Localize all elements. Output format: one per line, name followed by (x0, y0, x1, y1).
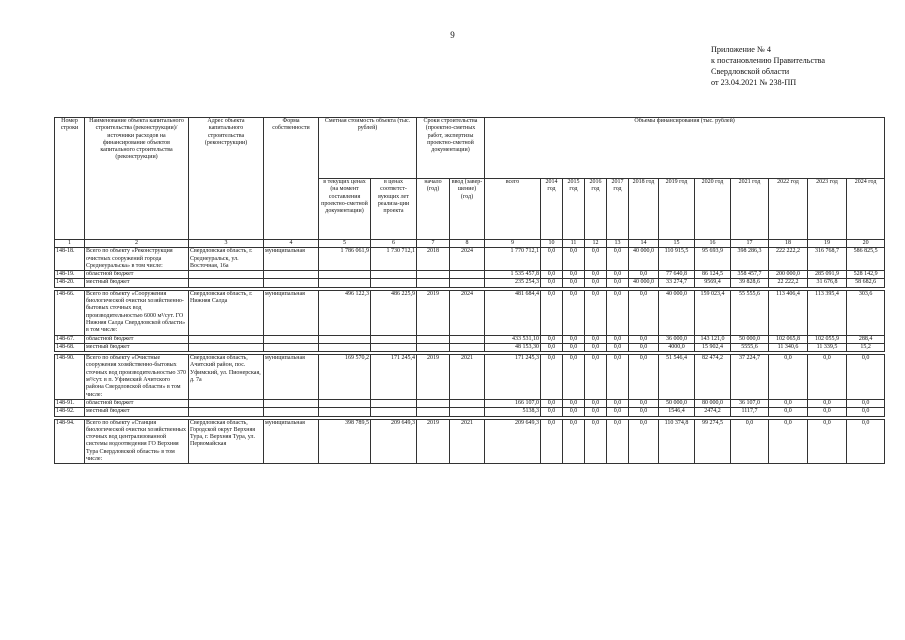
funding-table (54, 117, 885, 464)
table-body (55, 248, 885, 464)
empty-cell (450, 335, 485, 343)
cost-current: 398 789,5 (319, 419, 371, 464)
column-index-cell: 3 (189, 240, 264, 248)
funding-value: 0,0 (563, 343, 585, 351)
funding-value: 0,0 (629, 343, 659, 351)
page-number: 9 (450, 30, 455, 40)
funding-value: 0,0 (541, 399, 563, 407)
funding-value: 0,0 (585, 399, 607, 407)
funding-value: 0,0 (541, 335, 563, 343)
funding-value: 1 770 712,1 (485, 248, 541, 271)
funding-value: 0,0 (629, 399, 659, 407)
column-index-cell: 6 (371, 240, 417, 248)
empty-cell (189, 343, 264, 351)
row-number: 148-66. (55, 290, 85, 335)
funding-value: 0,0 (585, 355, 607, 400)
funding-value: 86 124,5 (695, 271, 731, 279)
header-year: 2022 год (769, 179, 808, 240)
empty-cell (450, 399, 485, 407)
approval-line: от 23.04.2021 № 238-ПП (711, 78, 797, 87)
funding-value: 0,0 (563, 408, 585, 416)
empty-cell (371, 408, 417, 416)
column-index-cell: 7 (417, 240, 450, 248)
cost-prices: 171 245,4 (371, 355, 417, 400)
funding-value: 5555,6 (731, 343, 769, 351)
column-index-cell: 14 (629, 240, 659, 248)
funding-value: 0,0 (541, 355, 563, 400)
row-number: 148-18. (55, 248, 85, 271)
funding-value: 316 768,7 (808, 248, 847, 271)
object-address: Свердловская область, г. Нижняя Салда (189, 290, 264, 335)
funding-value: 50 000,0 (659, 399, 695, 407)
table-row (55, 399, 885, 407)
funding-value: 0,0 (769, 399, 808, 407)
table-row (55, 279, 885, 287)
funding-value: 110 915,5 (659, 248, 695, 271)
empty-cell (319, 279, 371, 287)
column-index-cell: 12 (585, 240, 607, 248)
funding-value: 0,0 (541, 290, 563, 335)
empty-cell (450, 271, 485, 279)
table-row (55, 335, 885, 343)
funding-value: 0,0 (585, 408, 607, 416)
empty-cell (371, 335, 417, 343)
funding-value: 1117,7 (731, 408, 769, 416)
column-index-cell: 4 (264, 240, 319, 248)
funding-value: 36 107,0 (731, 399, 769, 407)
funding-value: 102 055,9 (808, 335, 847, 343)
column-index-cell: 17 (731, 240, 769, 248)
funding-value: 0,0 (585, 343, 607, 351)
budget-source: областной бюджет (85, 271, 189, 279)
row-number: 148-90. (55, 355, 85, 400)
funding-value: 50 000,0 (731, 335, 769, 343)
empty-cell (319, 408, 371, 416)
funding-value: 285 091,9 (808, 271, 847, 279)
column-index-row (55, 240, 885, 248)
funding-value: 77 640,8 (659, 271, 695, 279)
funding-value: 0,0 (563, 279, 585, 287)
empty-cell (319, 399, 371, 407)
approval-line: Приложение № 4 (711, 45, 771, 54)
object-name: Всего по объекту «Сооружения биологической очистки хозяйственно-бытовых сточных вод производительностью 6000 м³/сут. ГО Нижняя Салда Свердловской области» в том числе: (85, 290, 189, 335)
header-funding: Объемы финансирования (тыс. рублей) (485, 118, 885, 179)
funding-value: 0,0 (607, 271, 629, 279)
header-cost-current: в текущих ценах (на момент составления проектно-сметной документации) (319, 179, 371, 240)
funding-value: 0,0 (541, 408, 563, 416)
end-year: 2021 (450, 419, 485, 464)
column-index-cell: 16 (695, 240, 731, 248)
funding-value: 200 000,0 (769, 271, 808, 279)
funding-value: 0,0 (563, 290, 585, 335)
funding-value: 288,4 (847, 335, 885, 343)
funding-value: 0,0 (629, 355, 659, 400)
empty-cell (371, 271, 417, 279)
funding-value: 58 682,6 (847, 279, 885, 287)
header-object-name: Наименование объекта капитального строительства (реконструкции)/источники расходов на финансирование объектов капитального строительства (реконструкции) (85, 118, 189, 240)
approval-header (711, 44, 825, 88)
empty-cell (189, 335, 264, 343)
table-row (55, 343, 885, 351)
table-row (55, 419, 885, 464)
table-row (55, 248, 885, 271)
funding-value: 110 374,8 (659, 419, 695, 464)
start-year: 2019 (417, 355, 450, 400)
header-total: всего (485, 179, 541, 240)
funding-value: 31 676,8 (808, 279, 847, 287)
header-year: 2014 год (541, 179, 563, 240)
funding-value: 11 339,5 (808, 343, 847, 351)
funding-value: 0,0 (808, 419, 847, 464)
column-index-cell: 5 (319, 240, 371, 248)
budget-source: местный бюджет (85, 408, 189, 416)
funding-value: 0,0 (585, 271, 607, 279)
funding-value: 209 649,3 (485, 419, 541, 464)
empty-cell (450, 343, 485, 351)
empty-cell (417, 279, 450, 287)
empty-cell (319, 335, 371, 343)
funding-value: 0,0 (607, 335, 629, 343)
funding-value: 166 107,0 (485, 399, 541, 407)
funding-value: 2474,2 (695, 408, 731, 416)
column-index-cell: 8 (450, 240, 485, 248)
empty-cell (417, 271, 450, 279)
ownership-form: муниципальная (264, 248, 319, 271)
funding-value: 0,0 (563, 335, 585, 343)
cost-current: 1 786 061,9 (319, 248, 371, 271)
ownership-form: муниципальная (264, 419, 319, 464)
funding-value: 0,0 (808, 355, 847, 400)
column-index-cell: 11 (563, 240, 585, 248)
funding-value: 0,0 (607, 419, 629, 464)
funding-value: 0,0 (607, 279, 629, 287)
row-number: 148-67. (55, 335, 85, 343)
empty-cell (189, 279, 264, 287)
funding-value: 528 142,9 (847, 271, 885, 279)
funding-value: 171 245,3 (485, 355, 541, 400)
empty-cell (189, 271, 264, 279)
empty-cell (264, 271, 319, 279)
budget-source: областной бюджет (85, 399, 189, 407)
funding-value: 40 000,0 (629, 279, 659, 287)
row-number: 148-19. (55, 271, 85, 279)
column-index-cell: 10 (541, 240, 563, 248)
funding-value: 0,0 (629, 419, 659, 464)
funding-value: 0,0 (629, 290, 659, 335)
column-index-cell: 2 (85, 240, 189, 248)
funding-value: 0,0 (607, 399, 629, 407)
funding-value: 48 153,30 (485, 343, 541, 351)
empty-cell (371, 343, 417, 351)
funding-value: 586 825,5 (847, 248, 885, 271)
funding-value: 51 546,4 (659, 355, 695, 400)
table-row (55, 355, 885, 400)
funding-value: 0,0 (585, 335, 607, 343)
header-year: 2021 год (731, 179, 769, 240)
approval-line: Свердловской области (711, 67, 790, 76)
funding-value: 11 340,6 (769, 343, 808, 351)
budget-source: местный бюджет (85, 279, 189, 287)
funding-value: 0,0 (847, 399, 885, 407)
header-cost: Сметная стоимость объекта (тыс. рублей) (319, 118, 417, 179)
funding-value: 0,0 (563, 355, 585, 400)
funding-value: 9569,4 (695, 279, 731, 287)
funding-value: 0,0 (541, 419, 563, 464)
funding-value: 0,0 (541, 279, 563, 287)
row-number: 148-20. (55, 279, 85, 287)
funding-value: 33 274,7 (659, 279, 695, 287)
approval-line: к постановлению Правительства (711, 56, 826, 65)
object-name: Всего по объекту «Очистные сооружения хозяйственно-бытовых сточных вод производительностью 370 м³/сут. в п. Уфимский Ачитского района Свердловской области» в том числе: (85, 355, 189, 400)
funding-value: 40 000,0 (629, 248, 659, 271)
object-address: Свердловская область, Городской округ Верхняя Тура, г. Верхняя Тура, ул. Первомайская (189, 419, 264, 464)
funding-value: 0,0 (629, 271, 659, 279)
funding-value: 0,0 (847, 355, 885, 400)
empty-cell (189, 399, 264, 407)
header-year: 2016 год (585, 179, 607, 240)
empty-cell (264, 279, 319, 287)
funding-value: 102 065,8 (769, 335, 808, 343)
funding-value: 15,2 (847, 343, 885, 351)
object-name: Всего по объекту «Станция биологической очистки хозяйственных сточных вод централизованной системы водоотведения ГО Верхняя Тура Свердловской области» в том числе: (85, 419, 189, 464)
column-index-cell: 18 (769, 240, 808, 248)
funding-value: 99 274,5 (695, 419, 731, 464)
funding-value: 0,0 (607, 290, 629, 335)
empty-cell (319, 271, 371, 279)
funding-value: 0,0 (585, 279, 607, 287)
start-year: 2018 (417, 248, 450, 271)
object-name: Всего по объекту «Реконструкция очистных сооружений города Среднеуральска» в том числе: (85, 248, 189, 271)
funding-value: 0,0 (563, 419, 585, 464)
funding-value: 1 535 457,8 (485, 271, 541, 279)
empty-cell (371, 399, 417, 407)
funding-value: 0,0 (808, 408, 847, 416)
funding-value: 82 474,2 (695, 355, 731, 400)
header-end: ввод (завер-шение) (год) (450, 179, 485, 240)
funding-value: 159 023,4 (695, 290, 731, 335)
empty-cell (264, 335, 319, 343)
empty-cell (371, 279, 417, 287)
header-address: Адрес объекта капитального строительства (реконструкции) (189, 118, 264, 240)
start-year: 2019 (417, 290, 450, 335)
empty-cell (417, 399, 450, 407)
empty-cell (264, 408, 319, 416)
table-row (55, 290, 885, 335)
table-row (55, 408, 885, 416)
empty-cell (450, 408, 485, 416)
header-year: 2023 год (808, 179, 847, 240)
funding-value: 303,6 (847, 290, 885, 335)
header-year: 2019 год (659, 179, 695, 240)
empty-cell (417, 408, 450, 416)
funding-value: 0,0 (541, 248, 563, 271)
funding-value: 0,0 (585, 419, 607, 464)
budget-source: областной бюджет (85, 335, 189, 343)
header-year: 2017 год (607, 179, 629, 240)
header-year: 2024 год (847, 179, 885, 240)
empty-cell (189, 408, 264, 416)
header-terms: Сроки строительства (проектно-сметных работ, экспертизы проектно-сметной документации) (417, 118, 485, 179)
cost-prices: 1 730 712,1 (371, 248, 417, 271)
column-index-cell: 15 (659, 240, 695, 248)
funding-value: 113 395,4 (808, 290, 847, 335)
ownership-form: муниципальная (264, 290, 319, 335)
funding-value: 0,0 (563, 399, 585, 407)
funding-value: 0,0 (629, 408, 659, 416)
funding-value: 0,0 (541, 343, 563, 351)
funding-value: 0,0 (847, 419, 885, 464)
funding-value: 95 693,9 (695, 248, 731, 271)
cost-current: 496 122,3 (319, 290, 371, 335)
funding-value: 0,0 (607, 408, 629, 416)
cost-prices: 486 225,9 (371, 290, 417, 335)
cost-current: 169 570,2 (319, 355, 371, 400)
header-start: начало (год) (417, 179, 450, 240)
budget-source: местный бюджет (85, 343, 189, 351)
header-year: 2018 год (629, 179, 659, 240)
funding-value: 4000,0 (659, 343, 695, 351)
ownership-form: муниципальная (264, 355, 319, 400)
funding-value: 1546,4 (659, 408, 695, 416)
funding-value: 0,0 (769, 355, 808, 400)
funding-value: 0,0 (629, 335, 659, 343)
funding-value: 0,0 (563, 271, 585, 279)
row-number: 148-92. (55, 408, 85, 416)
funding-value: 0,0 (607, 355, 629, 400)
object-address: Свердловская область, Ачитский район, пос. Уфимский, ул. Пионерская, д. 7а (189, 355, 264, 400)
funding-value: 0,0 (607, 248, 629, 271)
column-index-cell: 19 (808, 240, 847, 248)
header-year: 2015 год (563, 179, 585, 240)
funding-value: 113 406,4 (769, 290, 808, 335)
funding-value: 0,0 (563, 248, 585, 271)
empty-cell (319, 343, 371, 351)
funding-value: 358 457,7 (731, 271, 769, 279)
funding-value: 36 000,0 (659, 335, 695, 343)
object-address: Свердловская область, г. Среднеуральск, ул. Восточная, 16а (189, 248, 264, 271)
column-index-cell: 20 (847, 240, 885, 248)
funding-value: 235 254,3 (485, 279, 541, 287)
funding-value: 55 555,6 (731, 290, 769, 335)
start-year: 2019 (417, 419, 450, 464)
empty-cell (264, 399, 319, 407)
empty-cell (450, 279, 485, 287)
empty-cell (264, 343, 319, 351)
end-year: 2021 (450, 355, 485, 400)
funding-value: 80 000,0 (695, 399, 731, 407)
funding-value: 222 222,2 (769, 248, 808, 271)
funding-value: 481 684,4 (485, 290, 541, 335)
header-ownership: Форма собственности (264, 118, 319, 240)
funding-value: 398 286,3 (731, 248, 769, 271)
column-index-cell: 9 (485, 240, 541, 248)
funding-value: 0,0 (769, 419, 808, 464)
funding-value: 39 828,6 (731, 279, 769, 287)
funding-value: 40 000,0 (659, 290, 695, 335)
funding-value: 0,0 (769, 408, 808, 416)
row-number: 148-94. (55, 419, 85, 464)
funding-value: 5138,3 (485, 408, 541, 416)
funding-value: 0,0 (607, 343, 629, 351)
table-row (55, 271, 885, 279)
funding-value: 433 531,10 (485, 335, 541, 343)
funding-value: 15 902,4 (695, 343, 731, 351)
funding-value: 0,0 (585, 248, 607, 271)
header-year: 2020 год (695, 179, 731, 240)
funding-value: 0,0 (541, 271, 563, 279)
funding-value: 0,0 (808, 399, 847, 407)
end-year: 2024 (450, 290, 485, 335)
row-number: 148-68. (55, 343, 85, 351)
funding-value: 37 224,7 (731, 355, 769, 400)
row-number: 148-91. (55, 399, 85, 407)
funding-value: 0,0 (847, 408, 885, 416)
funding-value: 0,0 (585, 290, 607, 335)
column-index-cell: 1 (55, 240, 85, 248)
empty-cell (417, 335, 450, 343)
funding-value: 0,0 (731, 419, 769, 464)
column-index-cell: 13 (607, 240, 629, 248)
header-cost-prices: в ценах соответст-вующих лет реализа-ции проекта (371, 179, 417, 240)
end-year: 2024 (450, 248, 485, 271)
empty-cell (417, 343, 450, 351)
funding-value: 22 222,2 (769, 279, 808, 287)
cost-prices: 209 649,3 (371, 419, 417, 464)
header-row-no: Номер строки (55, 118, 85, 240)
funding-value: 143 121,0 (695, 335, 731, 343)
